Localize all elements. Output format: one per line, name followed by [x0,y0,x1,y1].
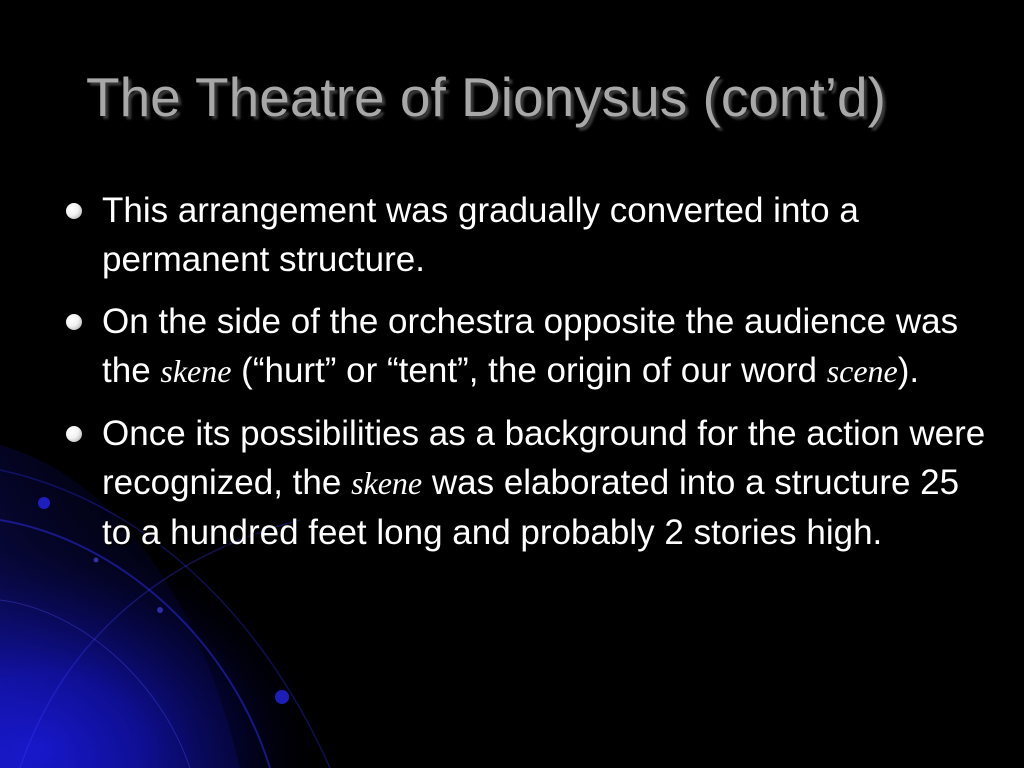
bullet-list [60,186,990,570]
bullet-1-text: This arrangement was gradually converted into a permanent structure. [102,191,859,279]
bullet-3-term-skene: skene [351,465,423,501]
bullet-2-text-part-3: ). [897,351,920,390]
bullet-icon [66,203,82,219]
bullet-3-text-part-1: Once its possibilities as a background for the action were recognized, the [102,414,986,502]
bullet-3-text-part-2: was elaborated into a structure 25 to a hundred feet long and probably 2 stories high. [102,463,960,552]
bullet-item-1 [60,186,990,284]
slide-title: The Theatre of Dionysus (cont’d) [86,66,886,128]
bullet-2-term-skene: skene [160,353,232,389]
bullet-item-3 [60,409,990,557]
bullet-2-term-scene: scene [826,353,898,389]
bullet-icon [66,426,82,442]
bullet-item-2 [60,297,990,396]
bullet-icon [66,314,82,330]
bullet-2-text-part-1: On the side of the orchestra opposite the audience was the [102,302,959,390]
bullet-2-text-part-2: (“hurt” or “tent”, the origin of our word [231,351,827,390]
